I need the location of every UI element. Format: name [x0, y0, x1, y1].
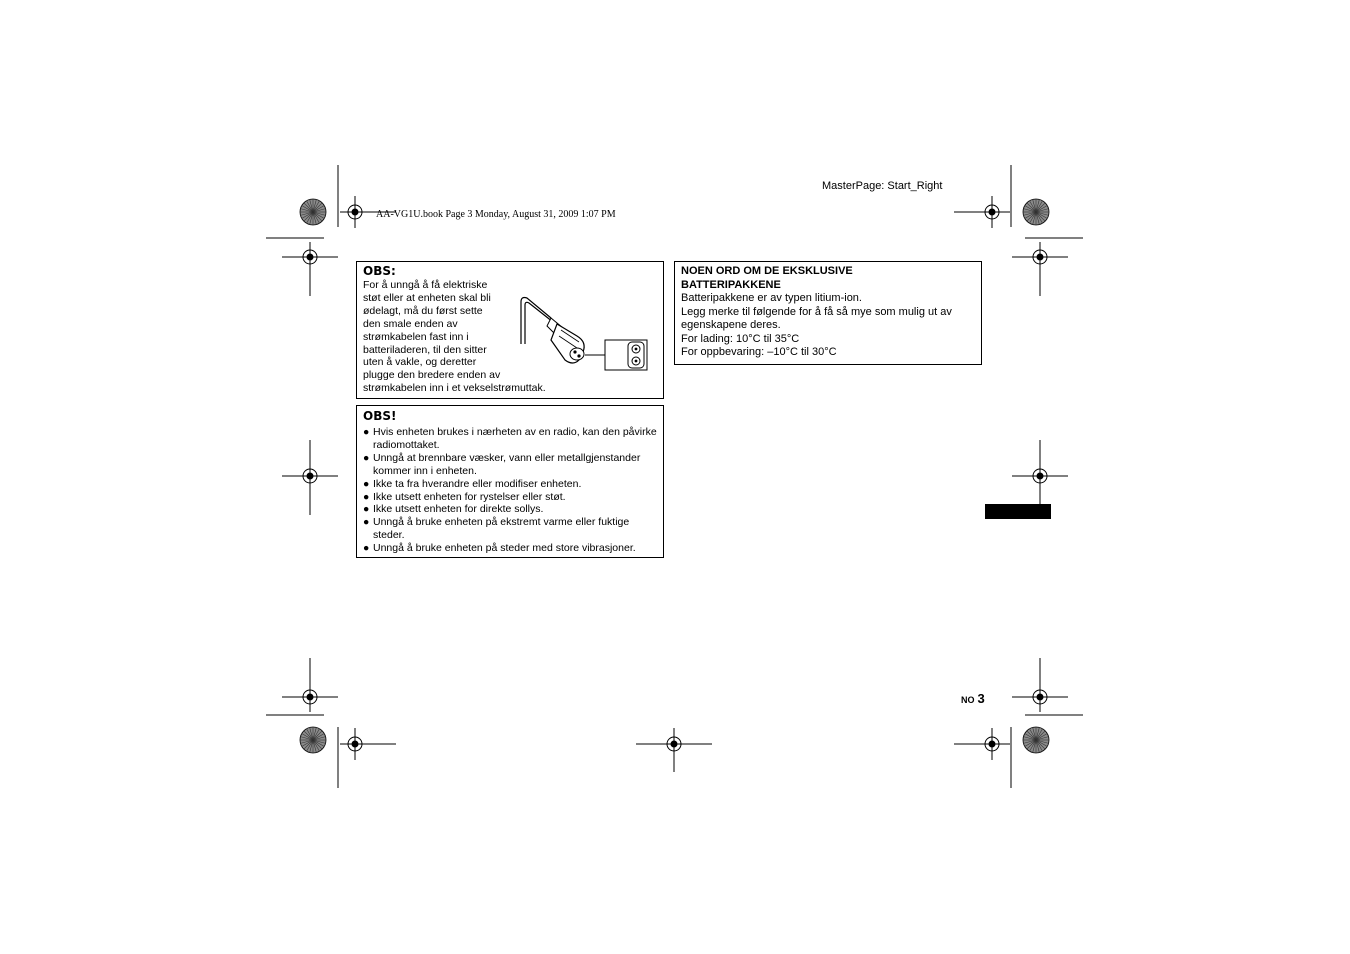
- color-target-mark: [1023, 727, 1049, 753]
- registration-mark: [296, 462, 324, 490]
- text-line: strømkabelen inn i et vekselstrømuttak.: [363, 382, 546, 395]
- list-item-text: Hvis enheten brukes i nærheten av en radio, kan den påvirke radiomottaket.: [373, 426, 657, 451]
- obs-title: OBS:: [363, 264, 396, 278]
- text-line: strømkabelen fast inn i: [363, 330, 469, 343]
- list-item-text: Ikke ta fra hverandre eller modifiser enheten.: [373, 477, 582, 490]
- book-info-line: AA-VG1U.book Page 3 Monday, August 31, 2009 1:07 PM: [376, 209, 616, 220]
- color-target-mark: [300, 727, 326, 753]
- obs-warnings-box: [356, 405, 664, 558]
- master-page-label: MasterPage: Start_Right: [822, 180, 943, 192]
- bullet-icon: ●: [363, 542, 370, 555]
- bullet-icon: ●: [363, 516, 370, 529]
- list-item: [363, 426, 663, 452]
- text-line: For å unngå å få elektriske: [363, 279, 488, 291]
- list-item-text: Unngå å bruke enheten på ekstremt varme eller fuktige steder.: [373, 516, 630, 542]
- bullet-icon: ●: [363, 503, 370, 516]
- list-item-text: Ikke utsett enheten for direkte sollys.: [373, 503, 544, 516]
- registration-mark: [341, 730, 369, 758]
- bullet-icon: ●: [363, 490, 370, 503]
- registration-mark: [660, 730, 688, 758]
- list-item-text: Ikke utsett enheten for rystelser eller støt.: [373, 490, 566, 503]
- warning-list: [363, 426, 663, 555]
- bullet-icon: ●: [363, 426, 370, 438]
- registration-mark: [341, 198, 369, 226]
- text-line: støt eller at enheten skal bli: [363, 291, 491, 304]
- list-item: [363, 478, 663, 491]
- text-line: plugge den bredere enden av: [363, 369, 501, 382]
- list-item: [363, 516, 663, 542]
- color-target-mark: [1023, 199, 1049, 225]
- text-line: For lading: 10°C til 35°C: [681, 332, 800, 345]
- battery-section-text: [681, 292, 977, 360]
- registration-mark: [978, 198, 1006, 226]
- list-item: [363, 491, 663, 504]
- language-code: NO: [961, 695, 975, 705]
- obs-caution-box: [356, 261, 664, 399]
- list-item: [363, 542, 663, 555]
- bullet-icon: ●: [363, 477, 370, 490]
- text-line: batteriladeren, til den sitter: [363, 343, 487, 356]
- list-item: [363, 452, 663, 478]
- battery-section-title: NOEN ORD OM DE EKSKLUSIVE BATTERIPAKKENE: [681, 265, 853, 291]
- registration-mark: [1026, 462, 1054, 490]
- text-line: For oppbevaring: –10°C til 30°C: [681, 346, 837, 359]
- list-item-text: Unngå å bruke enheten på steder med store vibrasjoner.: [373, 542, 636, 555]
- text-line: den smale enden av: [363, 317, 458, 330]
- battery-info-box: [674, 261, 982, 365]
- color-target-mark: [300, 199, 326, 225]
- text-line: Legg merke til følgende for å få så mye som mulig ut av egenskapene deres.: [681, 305, 952, 332]
- registration-mark: [1026, 683, 1054, 711]
- bullet-icon: ●: [363, 451, 370, 464]
- page-number: [961, 690, 985, 708]
- registration-mark: [296, 683, 324, 711]
- text-line: Batteripakkene er av typen litium-ion.: [681, 292, 862, 304]
- list-item-text: Unngå at brennbare væsker, vann eller metallgjenstander kommer inn i enheten.: [373, 451, 641, 477]
- registration-mark: [296, 243, 324, 271]
- power-cable-plug-icon: [517, 292, 652, 374]
- registration-mark: [1026, 243, 1054, 271]
- page-number-value: 3: [977, 691, 985, 706]
- registration-mark: [978, 730, 1006, 758]
- section-tab-marker: [985, 504, 1051, 519]
- list-item: [363, 503, 663, 516]
- text-line: ødelagt, må du først sette: [363, 304, 483, 317]
- obs-title: OBS!: [363, 409, 397, 423]
- text-line: uten å vakle, og deretter: [363, 356, 477, 369]
